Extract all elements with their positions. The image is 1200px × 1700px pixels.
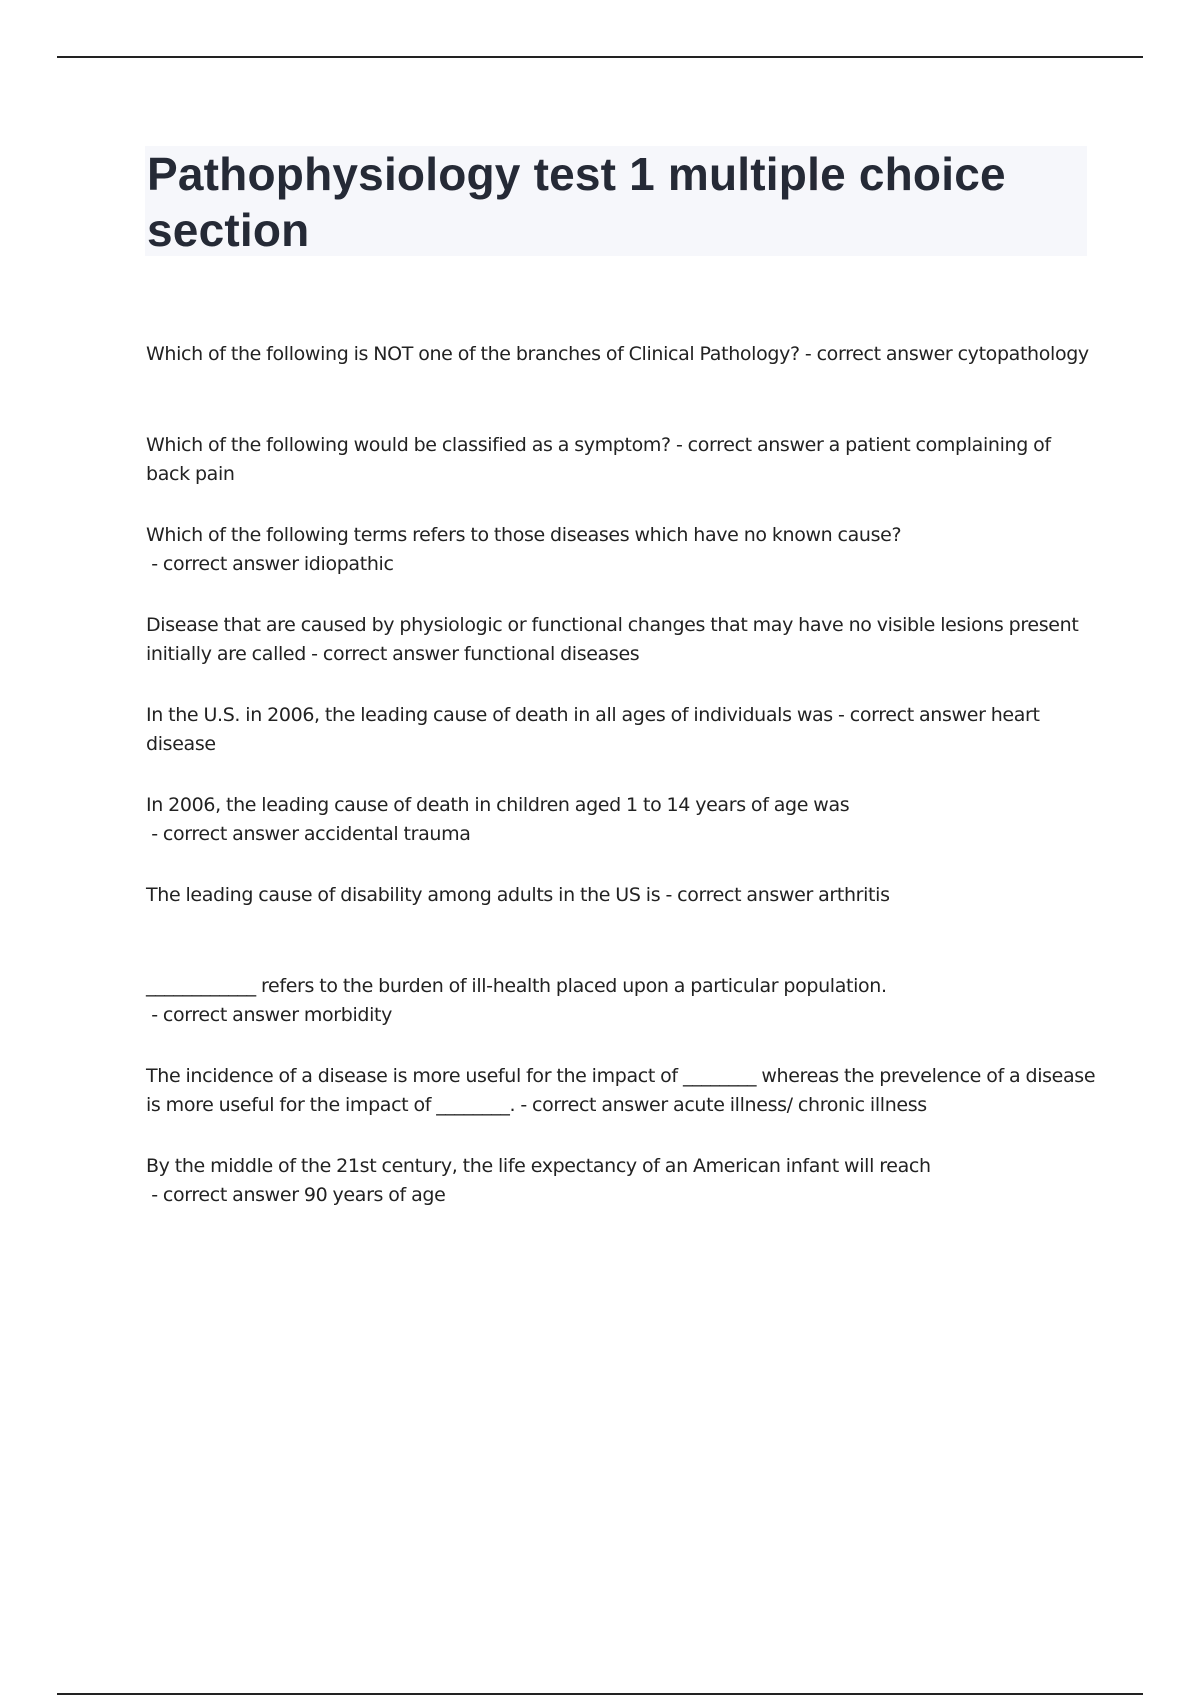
answer-separator: - correct answer (660, 884, 819, 906)
bottom-divider (57, 1693, 1143, 1695)
answer-text: cytopathology (957, 343, 1089, 365)
answer-text: 90 years of age (303, 1184, 446, 1206)
answer-text: acute illness/ chronic illness (673, 1094, 927, 1116)
question-text: Which of the following terms refers to those diseases which have no known cause? (146, 524, 902, 546)
question-text: The leading cause of disability among adults in the US is (146, 884, 661, 906)
title-banner (145, 146, 1087, 256)
question-item (146, 521, 1096, 611)
question-item (146, 1062, 1096, 1152)
question-item (146, 701, 1096, 791)
question-text: In 2006, the leading cause of death in children aged 1 to 14 years of age was (146, 794, 850, 816)
question-item (146, 881, 1096, 972)
question-text: Which of the following is NOT one of the branches of Clinical Pathology? (146, 343, 800, 365)
answer-separator: - correct answer (146, 823, 304, 845)
answer-text: morbidity (303, 1004, 393, 1026)
answer-text: idiopathic (303, 553, 394, 575)
answer-text: a patient complaining of back pain (146, 434, 1051, 485)
answer-separator: - correct answer (832, 704, 991, 726)
question-item (146, 611, 1096, 701)
question-item (146, 431, 1096, 521)
answer-text: arthritis (818, 884, 890, 906)
question-item (146, 340, 1096, 431)
question-text: ____________ refers to the burden of ill-health placed upon a particular population. (146, 975, 887, 997)
answer-separator: - correct answer (146, 1004, 304, 1026)
answer-separator: - correct answer (799, 343, 958, 365)
answer-text: accidental trauma (303, 823, 471, 845)
question-item (146, 791, 1096, 881)
page-title: Pathophysiology test 1 multiple choice section (147, 148, 1006, 256)
question-text: Disease that are caused by physiologic or functional changes that may have no visible lesions present initially are called (146, 614, 1079, 665)
top-divider (57, 56, 1143, 58)
answer-text: functional diseases (463, 643, 640, 665)
question-text: By the middle of the 21st century, the life expectancy of an American infant will reach (146, 1155, 931, 1177)
question-item (146, 1152, 1096, 1242)
question-text: Which of the following would be classified as a symptom? (146, 434, 671, 456)
answer-separator: - correct answer (146, 553, 304, 575)
question-text: In the U.S. in 2006, the leading cause of death in all ages of individuals was (146, 704, 833, 726)
answer-text: heart disease (146, 704, 1040, 755)
answer-separator: - correct answer (305, 643, 464, 665)
question-list (146, 340, 1096, 1242)
answer-separator: - correct answer (146, 1184, 304, 1206)
answer-separator: - correct answer (670, 434, 829, 456)
answer-separator: - correct answer (515, 1094, 674, 1116)
question-item (146, 972, 1096, 1062)
question-text: The incidence of a disease is more useful for the impact of ________ whereas the prevelence of a disease is more useful for the impact of ________. (146, 1065, 1096, 1116)
